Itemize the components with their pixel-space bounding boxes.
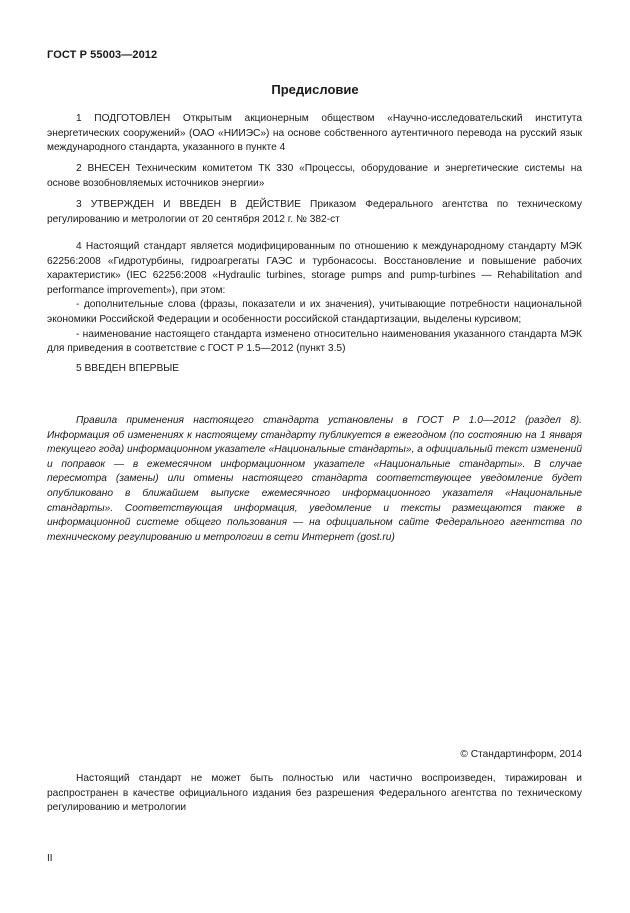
section-3 bbox=[47, 198, 582, 227]
page-title: Предисловие bbox=[271, 82, 359, 97]
copyright-line: © Стандартинформ, 2014 bbox=[460, 749, 582, 760]
page-number: II bbox=[47, 853, 53, 864]
section-1 bbox=[47, 112, 582, 156]
rules-note bbox=[47, 414, 582, 545]
section-5-text: 5 ВВЕДЕН ВПЕРВЫЕ bbox=[76, 363, 180, 374]
section-4-item-1: - дополнительные слова (фразы, показатели и их значения), учитывающие потребности национальной экономики Российской Федерации и особенности российской стандартизации, выделены курсивом; bbox=[47, 299, 582, 325]
section-4-intro: 4 Настоящий стандарт является модифицированным по отношению к международному стандарту МЭК 62256:2008 «Гидротурбины, гидроагрегаты ГАЭС и турбонасосы. Восстановление и повышение рабочих характеристик» (IEC 62256:2008 «Hydraulic turbines, storage pumps and pump-turbines — Rehabilitation and performance improvement»), при этом: bbox=[47, 241, 582, 296]
reproduction-note-text: Настоящий стандарт не может быть полностью или частично воспроизведен, тиражирован и распространен в качестве официального издания без разрешения Федерального агентства по техническому регулированию и метрологии bbox=[47, 773, 582, 814]
reproduction-note bbox=[47, 772, 582, 816]
section-1-text: 1 ПОДГОТОВЛЕН Открытым акционерным обществом «Научно-исследовательский института энергетических сооружений» (ОАО «НИИЭС») на основе собственного аутентичного перевода на русский язык международного стандарта, указанного в пункте 4 bbox=[47, 113, 582, 154]
section-5 bbox=[47, 362, 582, 377]
section-2-text: 2 ВНЕСЕН Техническим комитетом ТК 330 «Процессы, оборудование и энергетические системы на основе возобновляемых источников энергии» bbox=[47, 163, 582, 189]
section-4-item-2: - наименование настоящего стандарта изменено относительно наименования указанного стандарта МЭК для приведения в соответствие с ГОСТ Р 1.5—2012 (пункт 3.5) bbox=[47, 328, 582, 355]
document-number-header: ГОСТ Р 55003—2012 bbox=[47, 49, 158, 61]
rules-note-text: Правила применения настоящего стандарта установлены в ГОСТ Р 1.0—2012 (раздел 8). Информация об изменениях к настоящему стандарту публикуется в ежегодном (по состоянию на 1 января текущего года) информационном указателе «Национальные стандарты», а официальный текст изменений и поправок — в ежемесячном информационном указателе «Национальные стандарты». В случае пересмотра (замены) или отмены настоящего стандарта соответствующее уведомление будет опубликовано в ближайшем выпуске ежемесячного информационного указателя «Национальные стандарты». Соответствующая информация, уведомление и тексты размещаются также в информационной системе общего пользования — на официальном сайте Федерального агентства по техническому регулированию и метрологии в сети Интернет (gost.ru) bbox=[47, 415, 582, 543]
section-4 bbox=[47, 240, 582, 357]
section-3-text: 3 УТВЕРЖДЕН И ВВЕДЕН В ДЕЙСТВИЕ Приказом Федерального агентства по техническому регулированию и метрологии от 20 сентября 2012 г. № 382-ст bbox=[47, 199, 582, 225]
section-2 bbox=[47, 162, 582, 191]
